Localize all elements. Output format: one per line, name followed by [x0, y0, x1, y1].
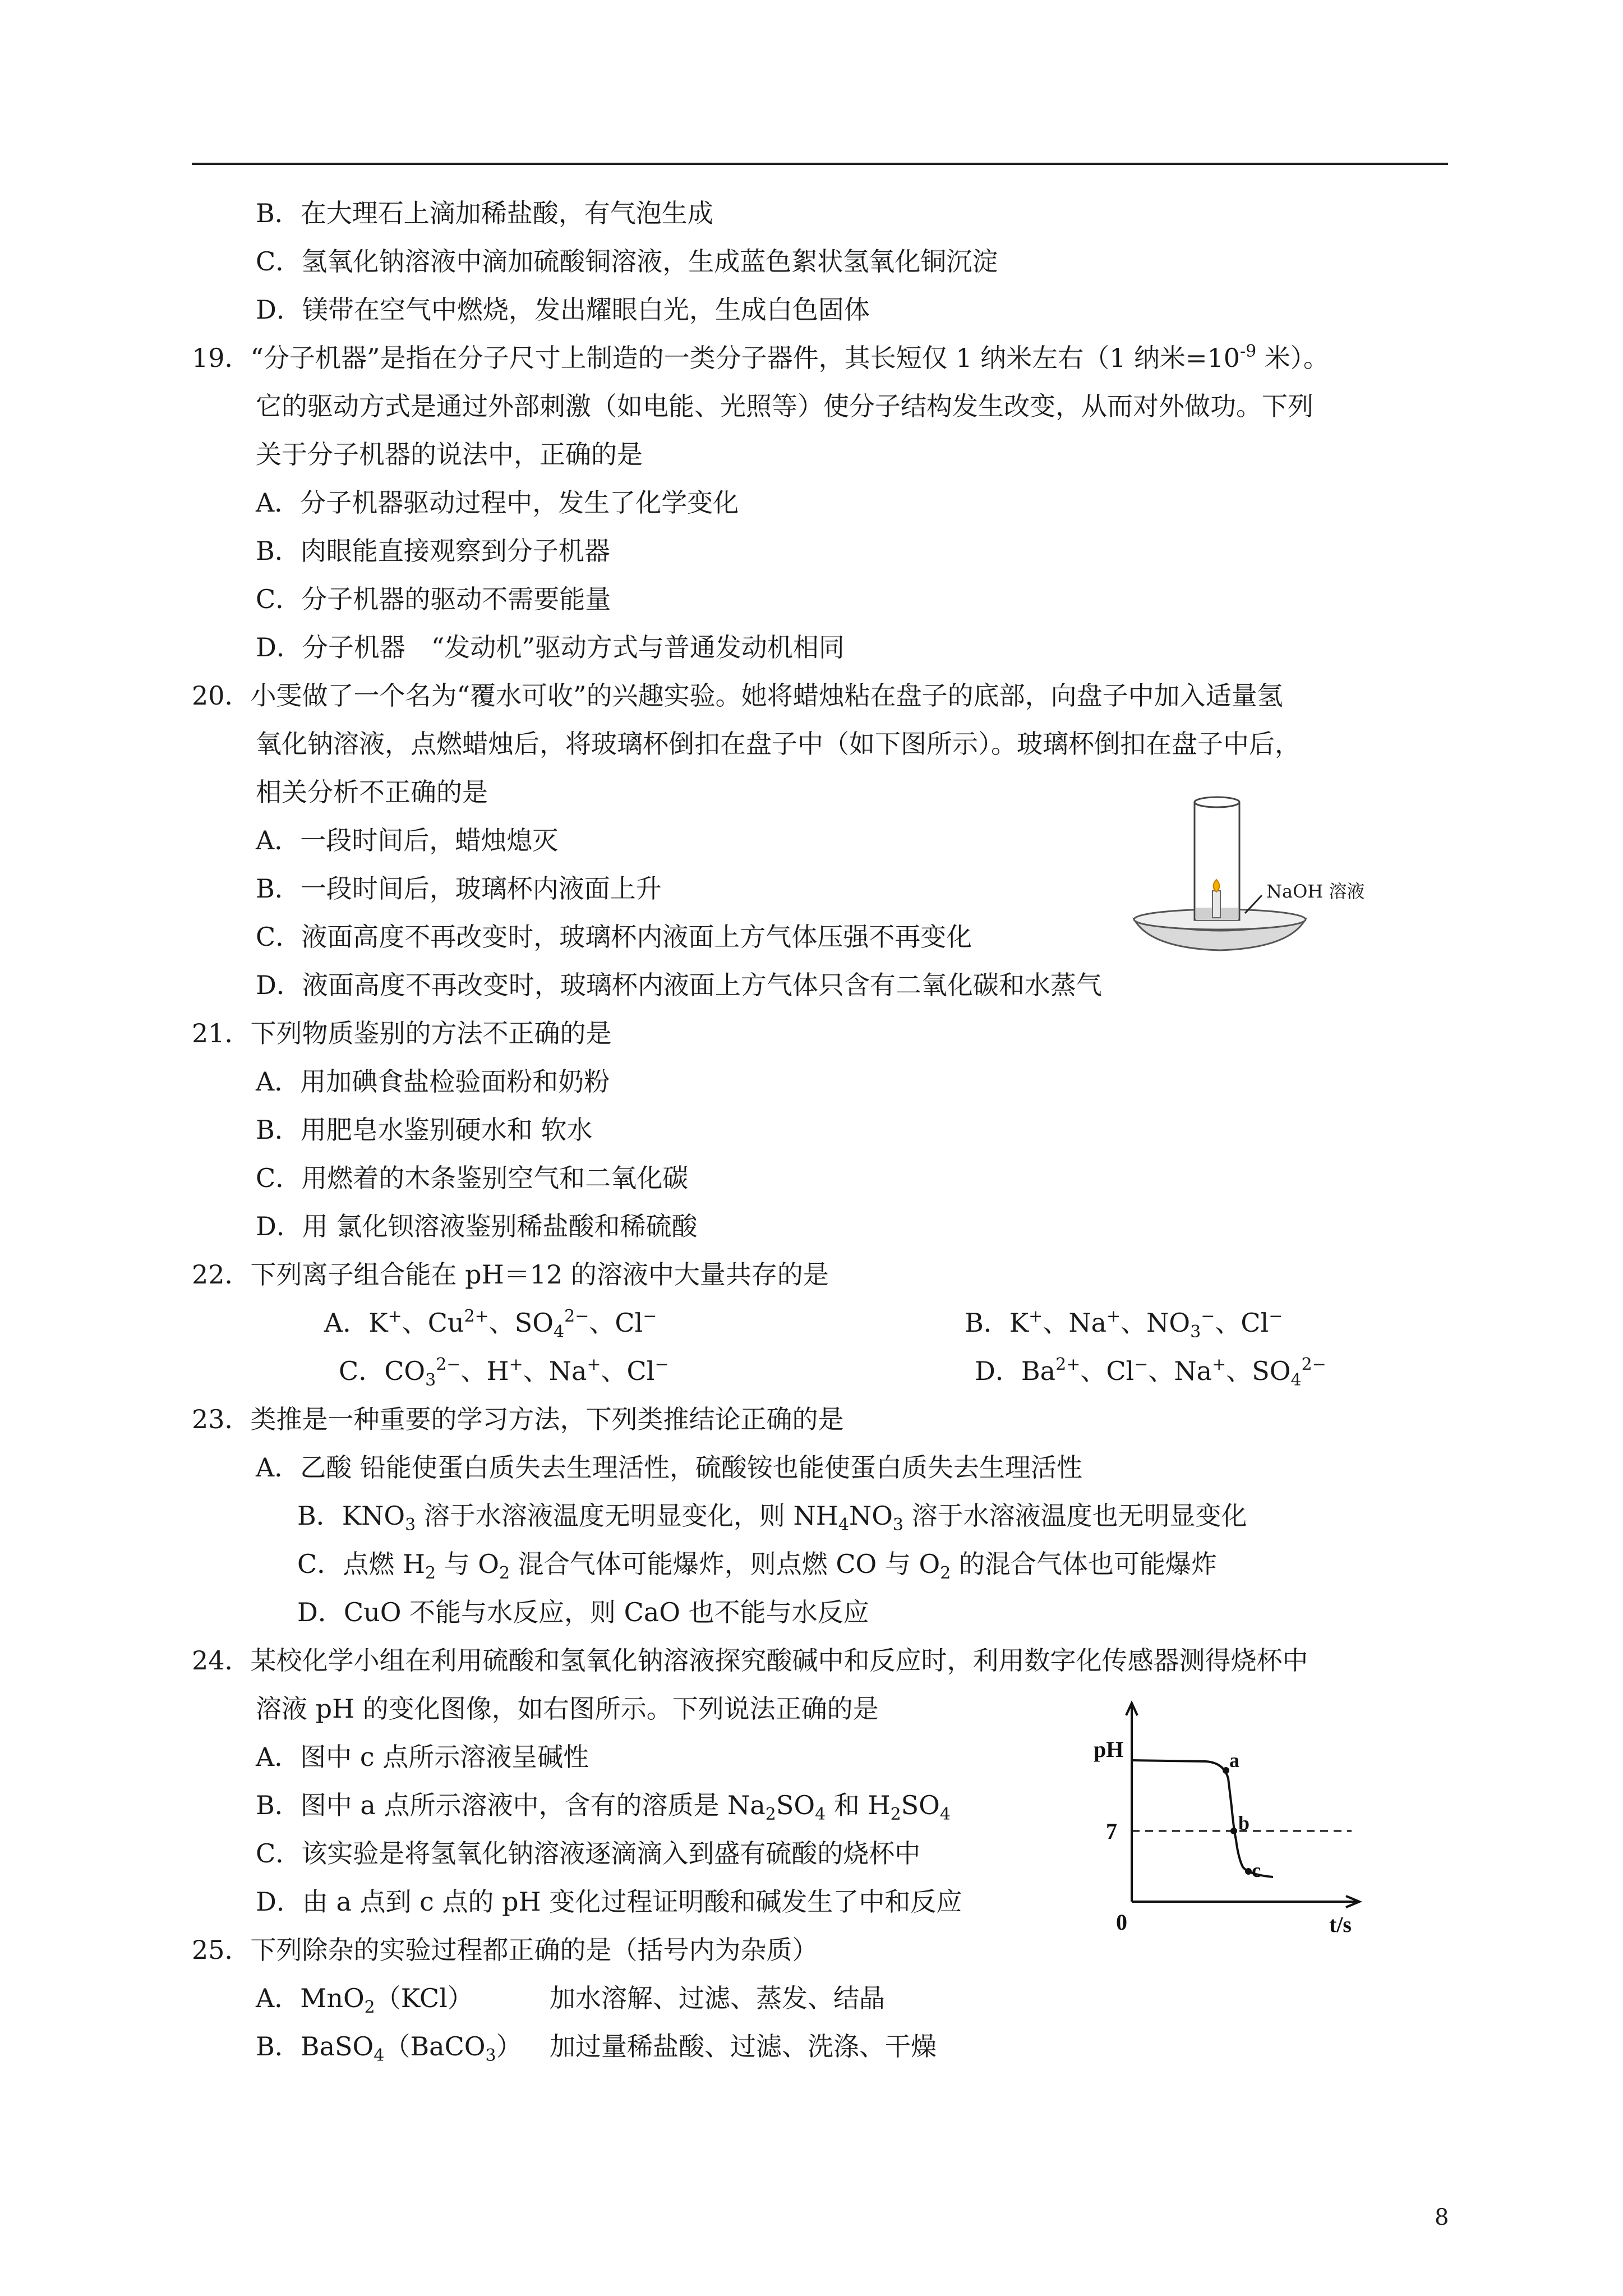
candle-experiment-figure — [1127, 795, 1312, 964]
q20-option-d: D．液面高度不再改变时，玻璃杯内液面上方气体只含有二氧化碳和水蒸气 — [256, 970, 1102, 1000]
q19-option-b: B．肉眼能直接观察到分子机器 — [256, 536, 610, 566]
q24-stem-line1: 24．某校化学小组在利用硫酸和氢氧化钠溶液探究酸碱中和反应时，利用数字化传感器测得烧杯中 — [192, 1645, 1308, 1676]
q24-stem-line2: 溶液 pH 的变化图像，如右图所示。下列说法正确的是 — [256, 1694, 879, 1724]
q23-option-a: A．乙酸 铅能使蛋白质失去生理活性，硫酸铵也能使蛋白质失去生理活性 — [256, 1452, 1082, 1483]
y-axis-label: pH — [1094, 1737, 1124, 1762]
q22-option-b: B．K+、Na+、$NO_3^-$、Cl− — [965, 1306, 1283, 1342]
q21-option-c: C．用燃着的木条鉴别空气和二氧化碳 — [256, 1163, 689, 1193]
q18-option-c: C．氢氧化钠溶液中滴加硫酸铜溶液，生成蓝色絮状氢氧化铜沉淀 — [256, 246, 998, 277]
header-rule — [192, 163, 1448, 165]
q22-stem: 22．下列离子组合能在 pH＝12 的溶液中大量共存的是 — [192, 1259, 829, 1290]
q21-stem: 21．下列物质鉴别的方法不正确的是 — [192, 1018, 612, 1048]
point-b-label: b — [1238, 1812, 1250, 1834]
q19-option-a: A．分子机器驱动过程中，发生了化学变化 — [256, 487, 739, 518]
q23-stem: 23．类推是一种重要的学习方法，下列类推结论正确的是 — [192, 1404, 844, 1434]
q23-option-b: B．$KNO_3$ 溶于水溶液温度无明显变化，则 $NH_4NO_3$ 溶于水溶液温度也无明显变化 — [297, 1501, 1247, 1535]
q20-option-a: A．一段时间后，蜡烛熄灭 — [256, 825, 559, 855]
q24-option-c: C．该实验是将氢氧化钠溶液逐滴滴入到盛有硫酸的烧杯中 — [256, 1838, 921, 1869]
point-a — [1223, 1767, 1229, 1774]
x-axis-label: t/s — [1329, 1912, 1352, 1937]
q25-option-b-method: 加过量稀盐酸、过滤、洗涤、干燥 — [550, 2031, 937, 2062]
page-number: 8 — [1435, 2205, 1449, 2230]
q23-option-d: D．CuO 不能与水反应，则 CaO 也不能与水反应 — [297, 1597, 869, 1627]
q19-option-c: C．分子机器的驱动不需要能量 — [256, 584, 611, 614]
q25-stem: 25．下列除杂的实验过程都正确的是（括号内为杂质） — [192, 1935, 818, 1965]
origin-label: 0 — [1116, 1910, 1127, 1935]
q24-option-b: B．图中 a 点所示溶液中，含有的溶质是 $Na_2SO_4$ 和 $H_2SO_4$ — [256, 1790, 951, 1824]
q21-option-a: A．用加碘食盐检验面粉和奶粉 — [256, 1066, 610, 1097]
q22-option-d: D．$Ba^{2+}$、Cl−、Na+、$SO_4^{2-}$ — [975, 1355, 1326, 1390]
q25-option-a-substance: A．MnO$_2$（KCl） — [256, 1983, 473, 2017]
q20-option-b: B．一段时间后，玻璃杯内液面上升 — [256, 873, 662, 904]
q19-stem-line3: 关于分子机器的说法中，正确的是 — [256, 439, 643, 470]
ph-curve-graph — [1094, 1700, 1408, 1941]
q23-option-c: C．点燃 $H_2$ 与 $O_2$ 混合气体可能爆炸，则点燃 CO 与 $O_2$ 的混合气体也可能爆炸 — [297, 1549, 1217, 1583]
q24-option-d: D．由 a 点到 c 点的 pH 变化过程证明酸和碱发生了中和反应 — [256, 1887, 962, 1917]
point-a-label: a — [1229, 1749, 1239, 1772]
q19-stem-line2: 它的驱动方式是通过外部刺激（如电能、光照等）使分子结构发生改变，从而对外做功。下列 — [256, 391, 1313, 421]
q20-stem-line3: 相关分析不正确的是 — [256, 777, 488, 807]
q19-option-d: D．分子机器 “发动机”驱动方式与普通发动机相同 — [256, 632, 845, 662]
q25-option-a-method: 加水溶解、过滤、蒸发、结晶 — [550, 1983, 885, 2013]
q21-option-d: D．用 氯化钡溶液鉴别稀盐酸和稀硫酸 — [256, 1211, 698, 1241]
q20-stem-line1: 20．小雯做了一个名为“覆水可收”的兴趣实验。她将蜡烛粘在盘子的底部，向盘子中加入适量氢 — [192, 680, 1283, 711]
q19-stem-line1: 19．“分子机器”是指在分子尺寸上制造的一类分子器件，其长短仅 1 纳米左右（1 纳米$=10^{-9}$ 米）。 — [192, 342, 1329, 373]
naoh-solution-label: NaOH 溶液 — [1266, 881, 1365, 902]
point-c — [1245, 1868, 1252, 1875]
point-c-label: c — [1252, 1859, 1261, 1881]
q18-option-d: D．镁带在空气中燃烧，发出耀眼白光，生成白色固体 — [256, 295, 870, 325]
q25-option-b-substance: B．BaSO$_4$（BaCO$_3$） — [256, 2031, 522, 2065]
q22-option-c: C．$CO_3^{2-}$、H+、Na+、Cl− — [339, 1355, 669, 1390]
q18-option-b: B．在大理石上滴加稀盐酸，有气泡生成 — [256, 198, 713, 228]
q21-option-b: B．用肥皂水鉴别硬水和 软水 — [256, 1115, 593, 1145]
tick-7-label: 7 — [1106, 1819, 1117, 1844]
point-b — [1230, 1828, 1237, 1834]
q22-option-a: A．K+、$Cu^{2+}$、$SO_4^{2-}$、Cl− — [324, 1306, 657, 1342]
q20-option-c: C．液面高度不再改变时，玻璃杯内液面上方气体压强不再变化 — [256, 922, 972, 952]
q20-stem-line2: 氧化钠溶液，点燃蜡烛后，将玻璃杯倒扣在盘子中（如下图所示）。玻璃杯倒扣在盘子中后， — [256, 729, 1301, 759]
q24-option-a: A．图中 c 点所示溶液呈碱性 — [256, 1742, 589, 1772]
